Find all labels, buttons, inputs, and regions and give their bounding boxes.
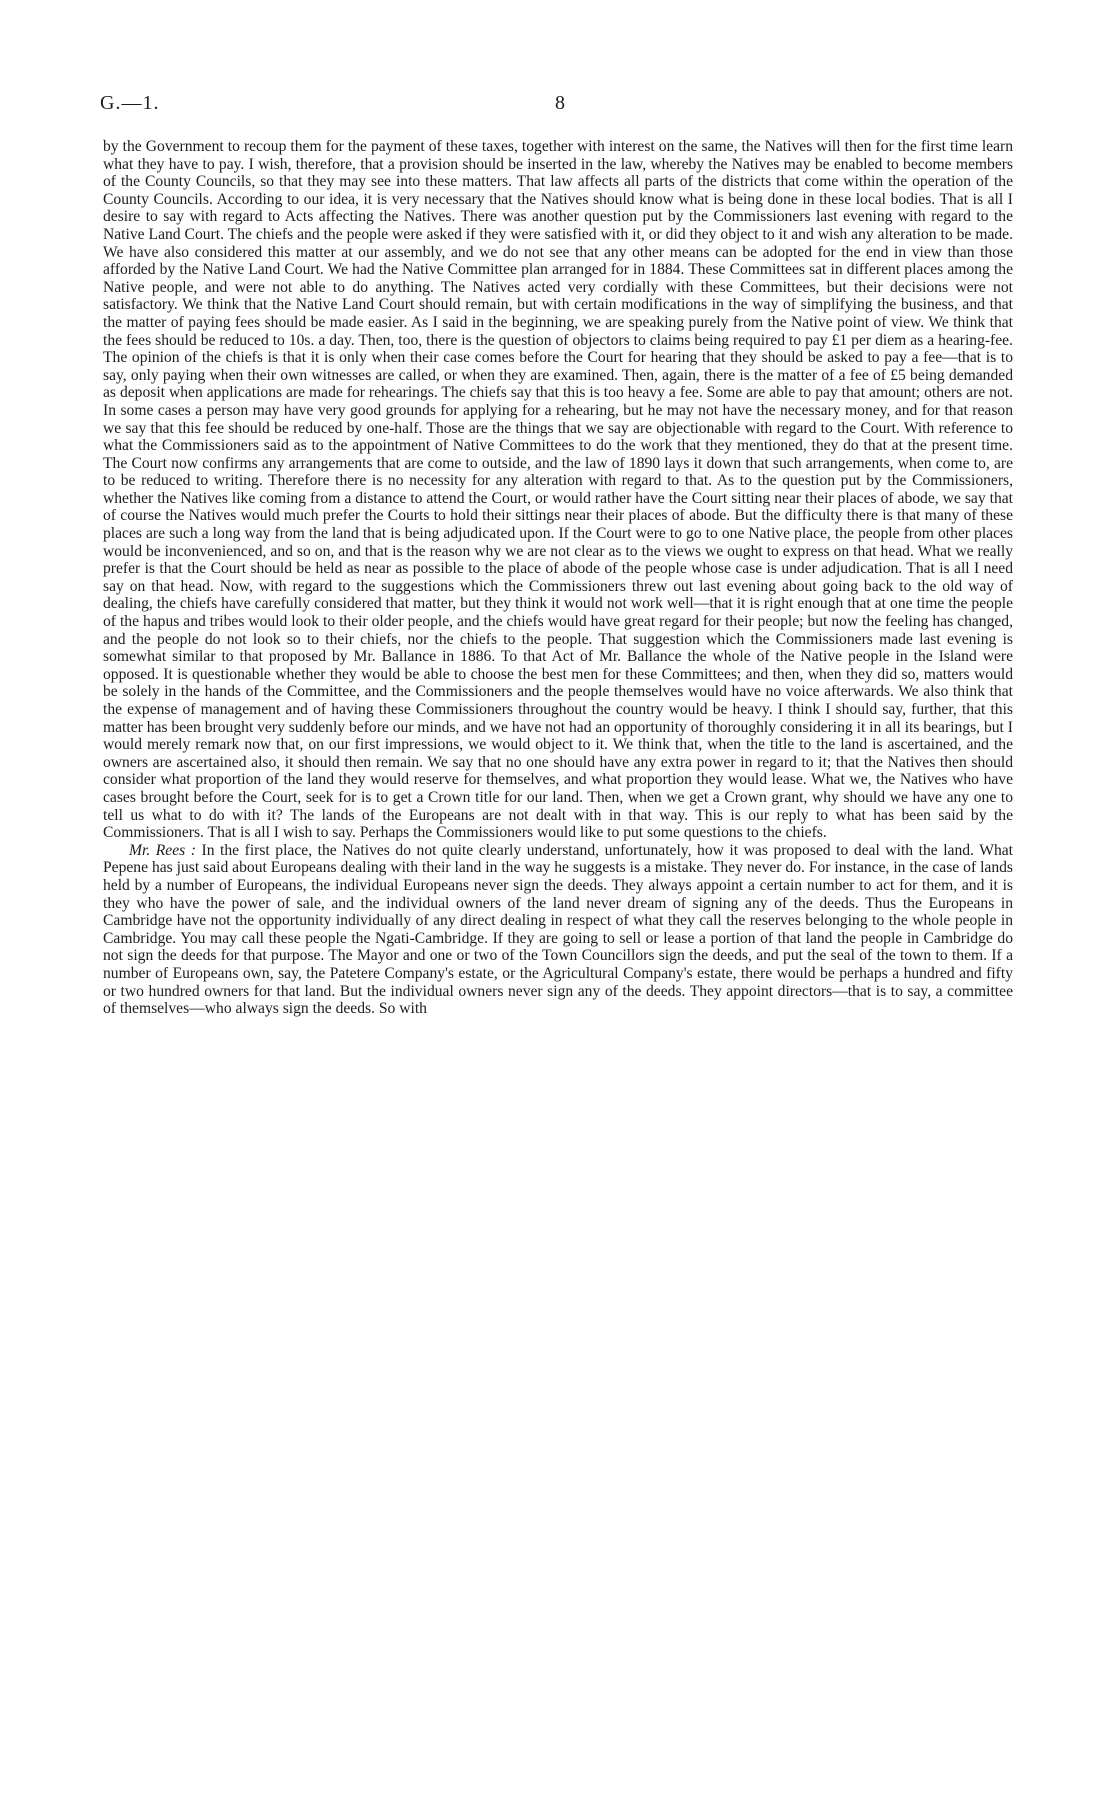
page-number: 8 — [555, 92, 565, 114]
paragraph-pepene-speech — [103, 138, 1013, 842]
document-reference: G.—1. — [100, 92, 160, 114]
page-header — [100, 92, 1014, 122]
speaker-name: Mr. Rees : — [129, 841, 196, 859]
paragraph-mr-rees-reply — [103, 842, 1013, 1018]
paragraph-text: by the Government to recoup them for the payment of these taxes, together with interest on the same, the Natives will then for the first time learn what they have to pay. I wish, therefore, that a provision should be inserted in the law, whereby the Natives may be enabled to become members of the County Councils, so that they may see into these matters. That law affects all parts of the districts that come within the operation of the County Councils. According to our idea, it is very necessary that the Natives should know what is being done in these local bodies. That is all I desire to say with regard to Acts affecting the Natives. There was another question put by the Commissioners last evening with regard to the Native Land Court. The chiefs and the people were asked if they were satisfied with it, or did they object to it and wish any alteration to be made. We have also considered this matter at our assembly, and we do not see that any other means can be adopted for the end in view than those afforded by the Native Land Court. We had the Native Committee plan arranged for in 1884. These Committees sat in different places among the Native people, and were not able to do anything. The Natives acted very cordially with these Committees, but their decisions were not satisfactory. We think that the Native Land Court should remain, but with certain modifications in the way of simplifying the business, and that the matter of paying fees should be made easier. As I said in the beginning, we are speaking purely from the Native point of view. We think that the fees should be reduced to 10s. a day. Then, too, there is the question of objectors to claims being required to pay £1 per diem as a hearing-fee. The opinion of the chiefs is that it is only when their case comes before the Court for hearing that they should be asked to pay a fee—that is to say, only paying when their own witnesses are called, or when they are examined. Then, again, there is the matter of a fee of £5 being demanded as deposit when applications are made for rehearings. The chiefs say that this is too heavy a fee. Some are able to pay that amount; others are not. In some cases a person may have very good grounds for applying for a rehearing, but he may not have the necessary money, and for that reason we say that this fee should be reduced by one-half. Those are the things that we say are objectionable with regard to the Court. With reference to what the Commissioners said as to the appointment of Native Committees to do the work that they mentioned, they do that at the present time. The Court now confirms any arrangements that are come to outside, and the law of 1890 lays it down that such arrangements, when come to, are to be reduced to writing. Therefore there is no necessity for any alteration with regard to that. As to the question put by the Commissioners, whether the Natives like coming from a distance to attend the Court, or would rather have the Court sitting near their places of abode, we say that of course the Natives would much prefer the Courts to hold their sittings near their places of abode. But the difficulty there is that many of these places are such a long way from the land that is being adjudicated upon. If the Court were to go to one Native place, the people from other places would be inconvenienced, and so on, and that is the reason why we are not clear as to the views we ought to express on that head. What we really prefer is that the Court should be held as near as possible to the place of abode of the people whose case is under adjudication. That is all I need say on that head. Now, with regard to the suggestions which the Commissioners threw out last evening about going back to the old way of dealing, the chiefs have carefully considered that matter, but they think it would not work well—that it is right enough that at one time the people of the hapus and tribes would look to their older people, and the chiefs would have great regard for their people; but now the feeling has changed, and the people do not look so to their chiefs, nor the chiefs to the people. That suggestion which the Commissioners made last evening is somewhat similar to that proposed by Mr. Ballance in 1886. To that Act of Mr. Ballance the whole of the Native people in the Island were opposed. It is questionable whether they would be able to choose the best men for these Committees; and then, when they did so, matters would be solely in the hands of the Committee, and the Commissioners and the people themselves would have no voice afterwards. We also think that the expense of management and of having these Commissioners throughout the country would be heavy. I think I should say, further, that this matter has been brought very suddenly before our minds, and we have not had an opportunity of thoroughly considering it in all its bearings, but I would merely remark now that, on our first impressions, we would object to it. We think that, when the title to the land is ascertained, and the owners are ascertained also, it should then remain. We say that no one should have any extra power in regard to it; that the Natives then should consider what proportion of the land they would reserve for themselves, and what proportion they would lease. What we, the Natives who have cases brought before the Court, seek for is to get a Crown title for our land. Then, when we get a Crown grant, why should we have any one to tell us what to do with it? The lands of the Europeans are not dealt with in that way. This is our reply to what has been said by the Commissioners. That is all I wish to say. Perhaps the Commissioners would like to put some questions to the chiefs. — [103, 138, 1013, 842]
body-text — [103, 138, 1013, 1018]
paragraph-text: In the first place, the Natives do not quite clearly understand, unfortunately, how it was proposed to deal with the land. What Pepene has just said about Europeans dealing with their land in the way he suggests is a mistake. They never do. For instance, in the case of lands held by a number of Europeans, the individual Europeans never sign the deeds. They always appoint a certain number to act for them, and it is they who have the power of sale, and the individual owners of the land never dream of signing any of the deeds. Thus the Europeans in Cambridge have not the opportunity individually of any direct dealing in respect of what they call the reserves belonging to the whole people in Cambridge. You may call these people the Ngati-Cambridge. If they are going to sell or lease a portion of that land the people in Cambridge do not sign the deeds for that purpose. The Mayor and one or two of the Town Councillors sign the deeds, and put the seal of the town to them. If a number of Europeans own, say, the Patetere Company's estate, or the Agricultural Company's estate, there would be perhaps a hundred and fifty or two hundred owners for that land. But the individual owners never sign any of the deeds. They appoint directors—that is to say, a committee of themselves—who always sign the deeds. So with — [103, 841, 1013, 1018]
